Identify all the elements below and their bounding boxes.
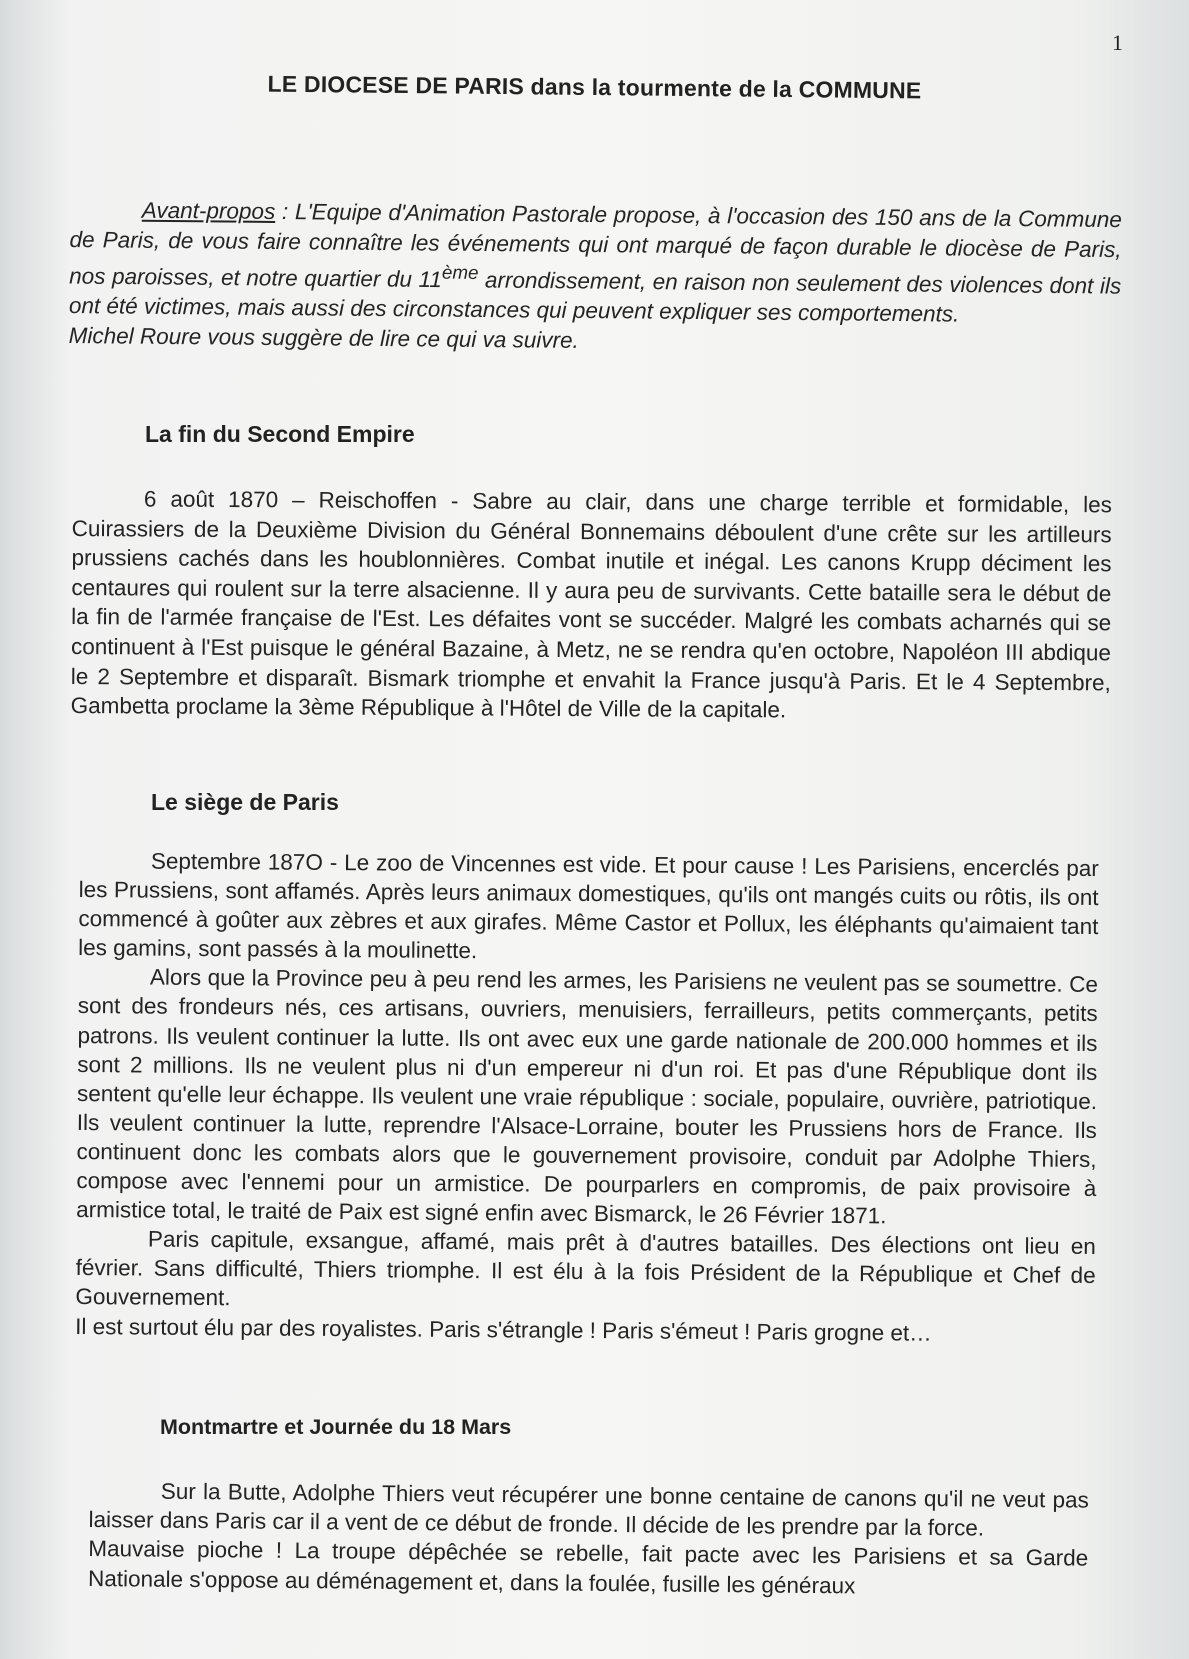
section-heading-siege-de-paris: Le siège de Paris	[151, 789, 339, 815]
paragraph: Septembre 187O - Le zoo de Vincennes est vide. Et pour cause ! Les Parisiens, encerclés par les Prussiens, sont affamés. Après leurs animaux domestiques, qu'ils ont mangés cuits ou rôtis, ils ont commencé à goûter aux zèbres et aux girafes. Même Castor et Pollux, les éléphants qu'aimaient tant les gamins, sont passés à la moulinette.	[78, 848, 1099, 964]
ordinal-superscript: ème	[441, 261, 479, 284]
paragraph: 6 août 1870 – Reischoffen - Sabre au clair, dans une charge terrible et formidable, les Cuirassiers de la Deuxième Division du Général Bonnemains déboulent d'une crête sur les artilleurs prussiens cachés dans les houblonnières. Combat inutile et inégal. Les canons Krupp déciment les centaures qui roulent sur la terre alsacienne. Il y aura peu de survivants. Cette bataille sera le début de la fin de l'armée française de l'Est. Les défaites vont se succéder. Malgré les combats acharnés qui se continuent à l'Est puisque le général Bazaine, à Metz, ne se rendra qu'en octobre, Napoléon III abdique le 2 Septembre et disparaît. Bismark triomphe et envahit la France jusqu'à Paris. Et le 4 Septembre, Gambetta proclame la 3ème République à l'Hôtel de Ville de la capitale.	[70, 486, 1112, 723]
paragraph: Alors que la Province peu à peu rend les armes, les Parisiens ne veulent pas se soumettre. Ce sont des frondeurs nés, ces artisans, ouvriers, menuisiers, ferrailleurs, petits commerçants, petits patrons. Ils veulent continuer la lutte. Ils ont avec eux une garde nationale de 200.000 hommes et ils sont 2 millions. Ils ne veulent plus ni d'un empereur ni d'un roi. Et pas d'une République dont ils sentent qu'elle leur échappe. Ils veulent une vraie république : sociale, populaire, ouvrière, patriotique. Ils veulent continuer la lutte, reprendre l'Alsace-Lorraine, bouter les Prussiens hors de France. Ils continuent donc les combats alors que le gouvernement provisoire, conduit par Adolphe Thiers, compose avec l'ennemi pour un armistice. De pourparlers en compromis, de paix provisoire à armistice total, le traité de Paix est signé enfin avec Bismarck, le 26 Février 1871.	[76, 964, 1099, 1229]
foreword-text-start: : L'Equipe d'Animation Pastorale propose, à l'occasion des 150 ans de la Commune de Paris, de vous faire connaître les événements qui ont marqué de façon durable le diocèse de Paris, nos paroisses, et notre quartier du 11	[69, 198, 1122, 293]
section-montmartre	[88, 1476, 1089, 1602]
foreword-paragraph	[69, 195, 1122, 331]
section-siege-de-paris	[75, 846, 1099, 1349]
section-heading-montmartre: Montmartre et Journée du 18 Mars	[160, 1415, 512, 1439]
paragraph: Il est surtout élu par des royalistes. Paris s'étrangle ! Paris s'émeut ! Paris grogne et…	[75, 1313, 932, 1346]
section-second-empire	[71, 484, 1112, 727]
document-title: LE DIOCESE DE PARIS dans la tourmente de la COMMUNE	[267, 70, 922, 104]
paragraph: Paris capitule, exsangue, affamé, mais prêt à d'autres batailles. Des élections ont lieu en février. Sans difficulté, Thiers triomphe. Il est élu à la fois Président de la République et Chef de Gouvernement.	[75, 1226, 1096, 1311]
foreword-signature: Michel Roure vous suggère de lire ce qui va suivre.	[68, 322, 579, 353]
section-heading-second-empire: La fin du Second Empire	[145, 421, 415, 447]
foreword-text-end: arrondissement, en raison non seulement des violences dont ils ont été victimes, mais aussi des circonstances qui peuvent expliquer ses comportements.	[68, 267, 1122, 327]
paragraph: Sur la Butte, Adolphe Thiers veut récupérer une bonne centaine de canons qu'il ne veut pas laisser dans Paris car il a vent de ce début de fronde. Il décide de les prendre par la force.	[88, 1478, 1089, 1541]
foreword	[69, 195, 1122, 361]
paragraph: Mauvaise pioche ! La troupe dépêchée se rebelle, fait pacte avec les Parisiens et sa Garde Nationale s'oppose au déménagement et, dans la foulée, fusille les généraux	[87, 1536, 1089, 1598]
page-number: 1	[1112, 30, 1123, 55]
foreword-label: Avant-propos	[141, 197, 276, 224]
